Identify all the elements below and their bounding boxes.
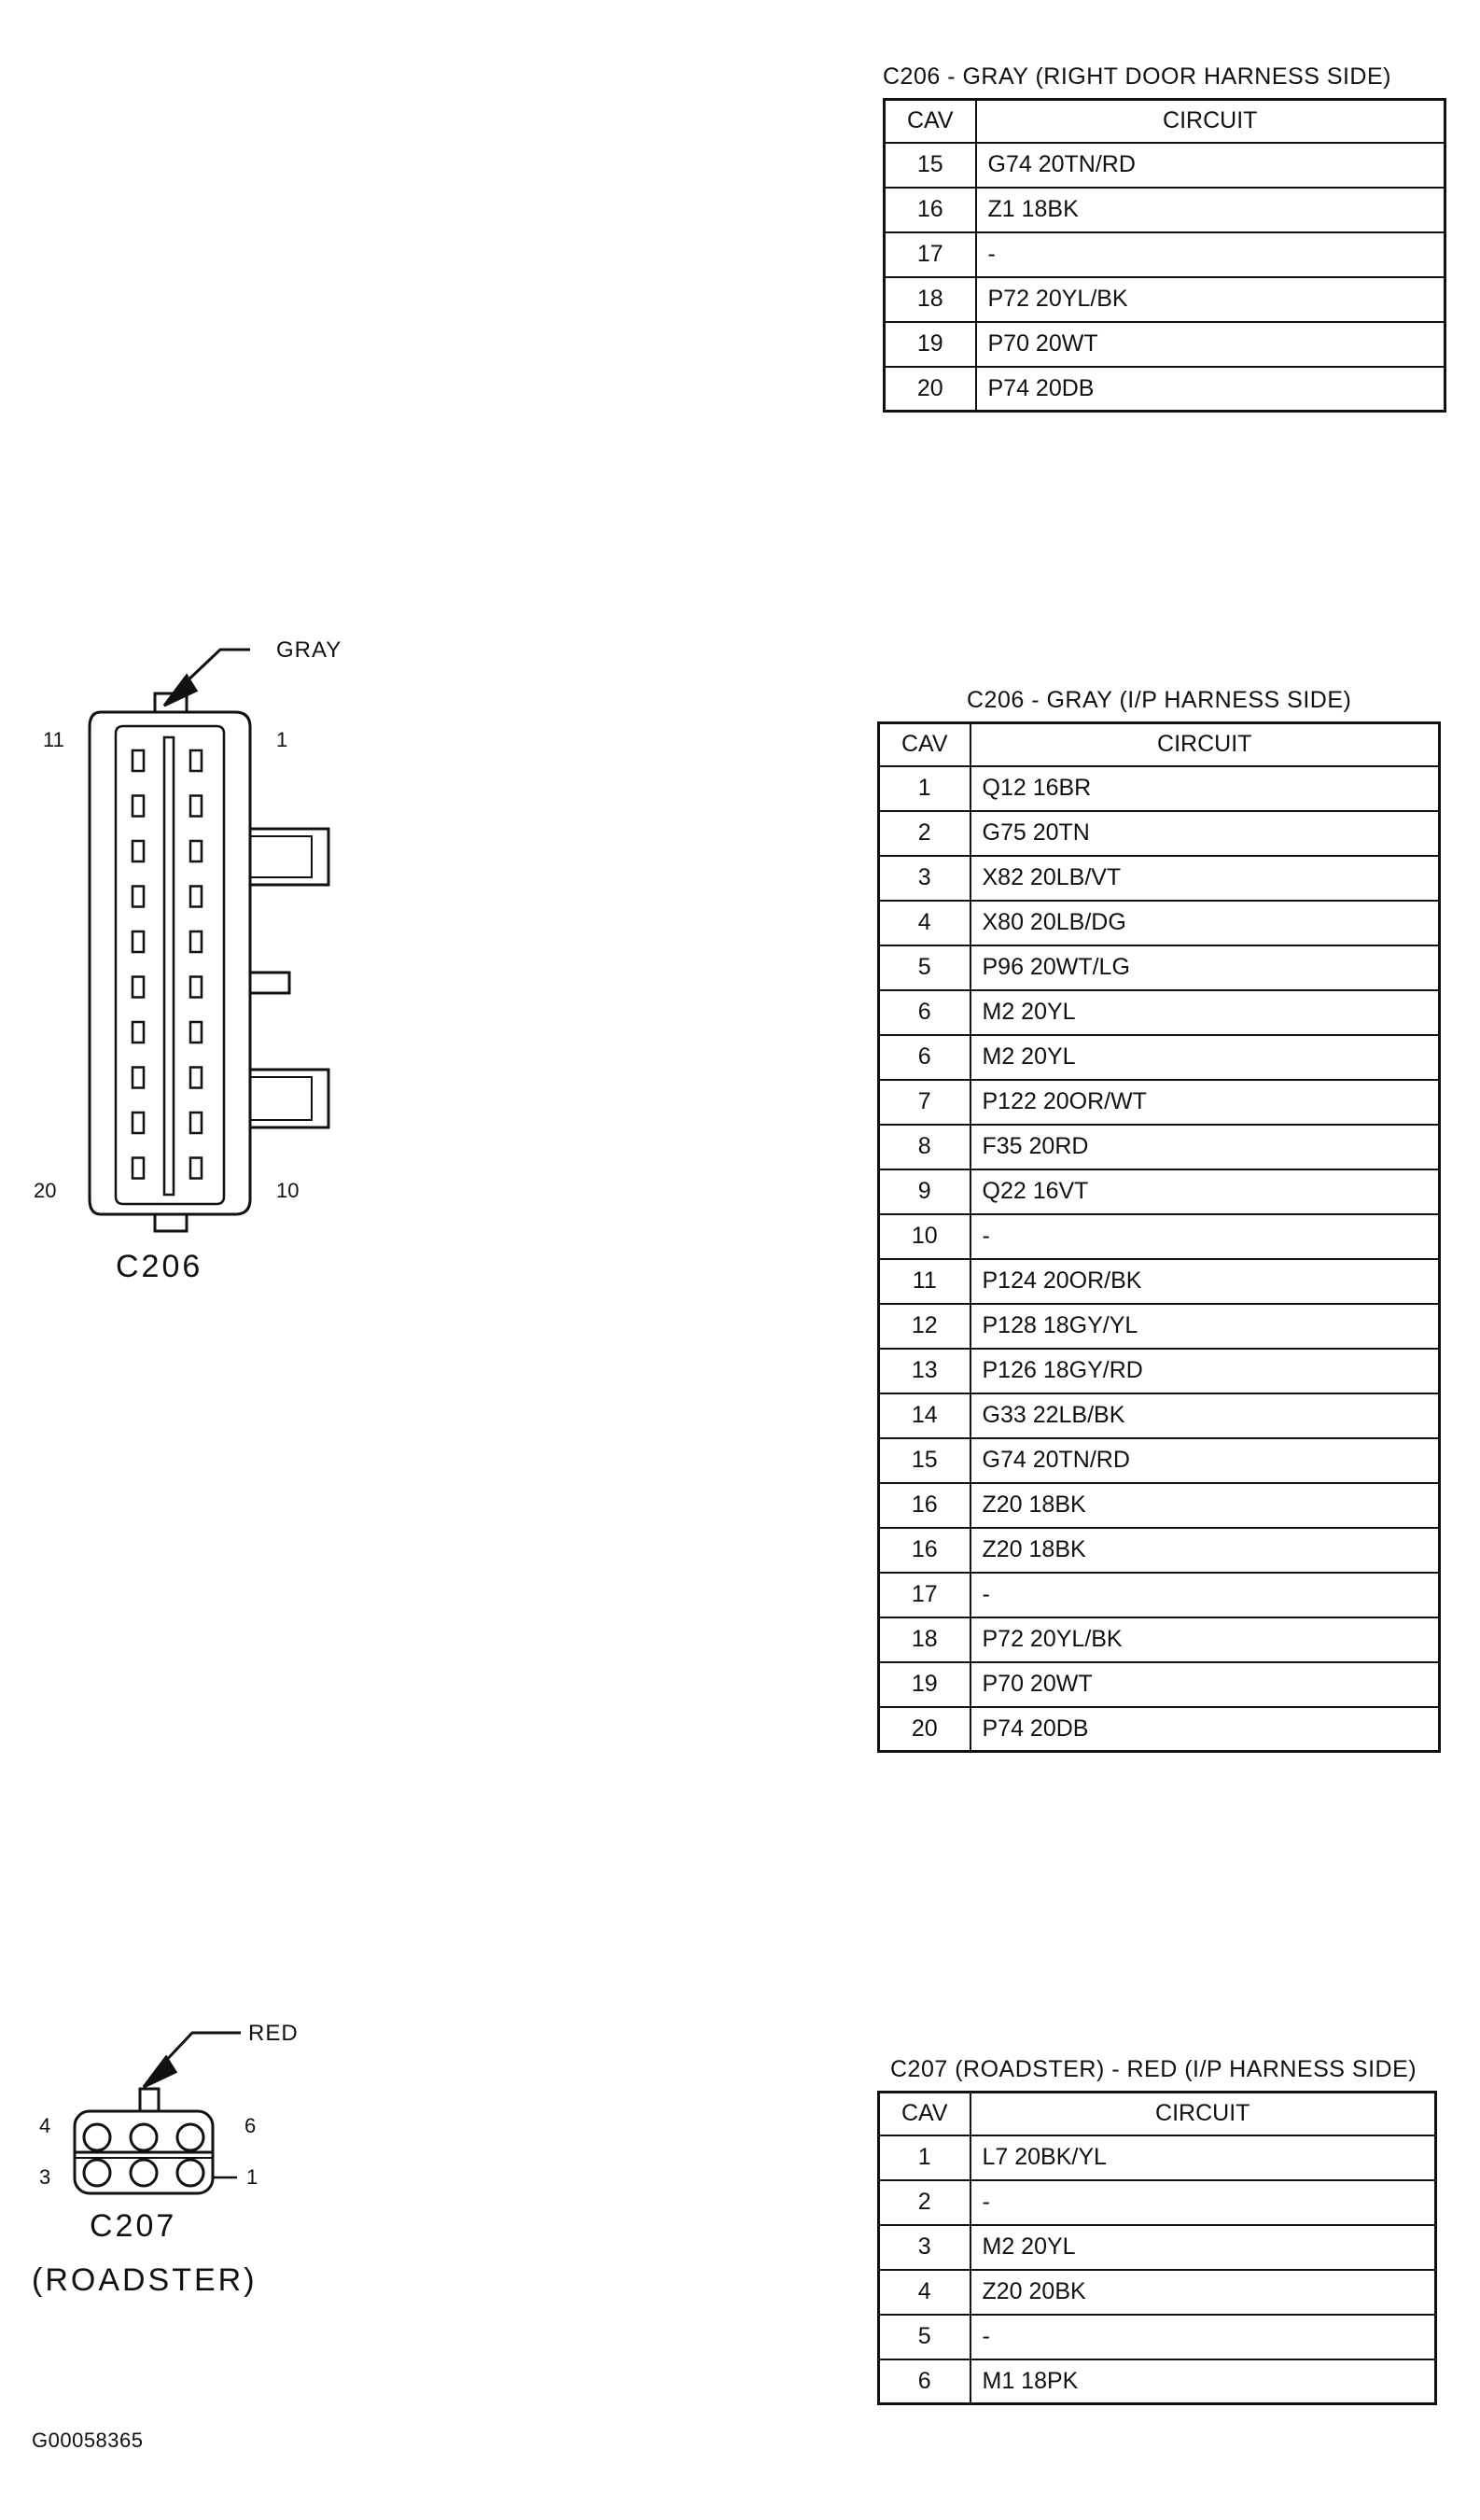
circuit-cell: - [970,2315,1436,2359]
cavity [190,750,202,771]
c206-connector-name: C206 [116,1249,203,1284]
circuit-cell: Q22 16VT [970,1169,1440,1214]
cav-cell: 6 [879,2359,970,2404]
cavity [133,841,144,861]
cav-cell: 19 [879,1662,970,1707]
center-divider [164,737,174,1195]
circuit-cell: X80 20LB/DG [970,901,1440,945]
circuit-cell: P96 20WT/LG [970,945,1440,990]
c207-pin-label-bottom-right: 1 [246,2165,258,2189]
c207-pin-label-bottom-left: 3 [39,2165,51,2189]
cav-cell: 6 [879,1035,970,1080]
cavity [190,1022,202,1043]
cavity [190,1158,202,1179]
circuit-cell: P72 20YL/BK [970,1617,1440,1662]
circuit-cell: G74 20TN/RD [976,143,1445,188]
circuit-cell: P126 18GY/RD [970,1349,1440,1393]
cav-cell: 7 [879,1080,970,1125]
cav-cell: 20 [885,367,976,412]
cav-cell: 3 [879,2225,970,2270]
cav-cell: 2 [879,2180,970,2225]
side-key [250,1070,328,1127]
cav-cell: 5 [879,2315,970,2359]
cav-cell: 12 [879,1304,970,1349]
circuit-cell: Z1 18BK [976,188,1445,232]
cav-cell: 6 [879,990,970,1035]
side-key-inner [250,1077,312,1120]
cavity [133,750,144,771]
cav-cell: 17 [879,1573,970,1617]
circuit-cell: Z20 20BK [970,2270,1436,2315]
cavity [133,1022,144,1043]
cavity [133,887,144,907]
cavity [133,931,144,952]
cavity [177,2124,203,2150]
circuit-cell: P74 20DB [976,367,1445,412]
cav-cell: 16 [885,188,976,232]
cavity [190,977,202,998]
top-latch [140,2089,159,2111]
circuit-cell: P122 20OR/WT [970,1080,1440,1125]
cav-cell: 17 [885,232,976,277]
circuit-cell: G74 20TN/RD [970,1438,1440,1483]
cav-cell: 19 [885,322,976,367]
cavity [131,2124,157,2150]
cavity [190,841,202,861]
circuit-cell: F35 20RD [970,1125,1440,1169]
cav-cell: 15 [885,143,976,188]
circuit-cell: M2 20YL [970,1035,1440,1080]
circuit-cell: M2 20YL [970,990,1440,1035]
cav-cell: 13 [879,1349,970,1393]
cav-cell: 1 [879,2135,970,2180]
cav-cell: 11 [879,1259,970,1304]
table-title: C206 - GRAY (I/P HARNESS SIDE) [967,687,1352,713]
cav-cell: 14 [879,1393,970,1438]
figure-id: G00058365 [32,2429,144,2452]
cav-cell: 20 [879,1707,970,1752]
cavity [133,1068,144,1088]
c207-connector-subtitle: (ROADSTER) [32,2262,258,2298]
circuit-cell: Z20 18BK [970,1483,1440,1528]
side-key-inner [250,836,312,877]
leader-line [161,2033,241,2066]
cav-cell: 1 [879,766,970,811]
circuit-cell: X82 20LB/VT [970,856,1440,901]
c207-pin-label-top-left: 4 [39,2114,51,2137]
side-tab [250,973,289,993]
cavity [133,1158,144,1179]
circuit-cell: - [970,1573,1440,1617]
cavity [190,796,202,817]
circuit-cell: - [970,2180,1436,2225]
circuit-cell: M2 20YL [970,2225,1436,2270]
connector-shell [90,712,250,1214]
cavity [190,1113,202,1133]
c206-pin-label-top-left: 11 [43,728,64,751]
circuit-cell: P128 18GY/YL [970,1304,1440,1349]
circuit-header: CIRCUIT [970,723,1440,766]
cavity [133,1113,144,1133]
c206-pin-label-bottom-right: 10 [276,1179,300,1202]
c206-pin-label-bottom-left: 20 [34,1179,57,1202]
cavity [84,2124,110,2150]
cav-cell: 4 [879,2270,970,2315]
circuit-cell: L7 20BK/YL [970,2135,1436,2180]
circuit-cell: - [976,232,1445,277]
cav-header: CAV [879,2093,970,2135]
cav-cell: 18 [885,277,976,322]
circuit-header: CIRCUIT [976,100,1445,143]
cav-cell: 5 [879,945,970,990]
c206-pin-label-top-right: 1 [276,728,288,751]
circuit-cell: G33 22LB/BK [970,1393,1440,1438]
arrow-head [144,2057,175,2087]
cavity [131,2160,157,2186]
cav-cell: 10 [879,1214,970,1259]
circuit-cell: P70 20WT [970,1662,1440,1707]
circuit-cell: G75 20TN [970,811,1440,856]
cav-cell: 2 [879,811,970,856]
cav-cell: 16 [879,1528,970,1573]
circuit-cell: - [970,1214,1440,1259]
cavity [133,977,144,998]
c206-connector-drawing [90,650,328,1231]
circuit-cell: M1 18PK [970,2359,1436,2404]
circuit-header: CIRCUIT [970,2093,1436,2135]
table-title: C206 - GRAY (RIGHT DOOR HARNESS SIDE) [883,63,1391,90]
cavity-grid [133,750,202,1179]
cav-cell: 15 [879,1438,970,1483]
cav-cell: 4 [879,901,970,945]
cav-header: CAV [879,723,970,766]
cavity [84,2160,110,2186]
circuit-cell: Z20 18BK [970,1528,1440,1573]
circuit-cell: Q12 16BR [970,766,1440,811]
circuit-cell: P74 20DB [970,1707,1440,1752]
cavity [177,2160,203,2186]
cav-header: CAV [885,100,976,143]
c207-pin-label-top-right: 6 [244,2114,257,2137]
circuit-cell: P70 20WT [976,322,1445,367]
circuit-cell: P72 20YL/BK [976,277,1445,322]
cav-cell: 9 [879,1169,970,1214]
c207-connector-name: C207 [90,2208,177,2244]
cavity [190,887,202,907]
c207-connector-drawing [75,2033,241,2193]
cav-cell: 3 [879,856,970,901]
bottom-latch [155,1214,187,1231]
cav-cell: 18 [879,1617,970,1662]
c206-color-label: GRAY [276,637,342,663]
circuit-cell: P124 20OR/BK [970,1259,1440,1304]
cavity [133,796,144,817]
cav-cell: 8 [879,1125,970,1169]
cav-cell: 16 [879,1483,970,1528]
cavity [190,1068,202,1088]
cavity [190,931,202,952]
cavity-grid [84,2124,203,2186]
leader-line [183,650,250,685]
table-title: C207 (ROADSTER) - RED (I/P HARNESS SIDE) [890,2056,1417,2082]
arrow-head [164,676,196,706]
c207-color-label: RED [248,2021,299,2046]
